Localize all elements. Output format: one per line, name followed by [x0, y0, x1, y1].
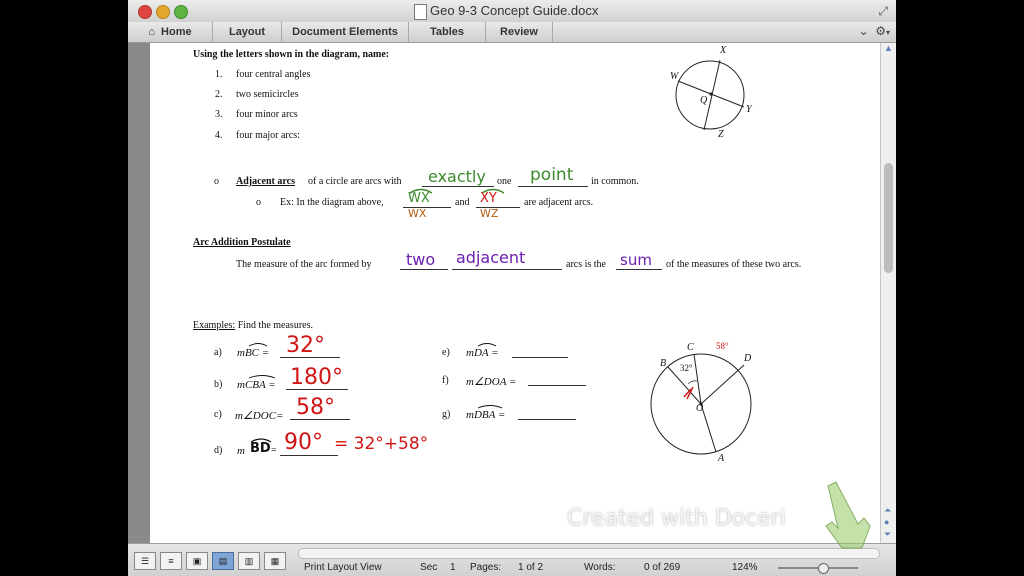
angle-mark-boc — [688, 381, 697, 384]
postulate-text-2: arcs is the — [566, 259, 606, 270]
answer-a: 32° — [286, 333, 325, 358]
example-g-expr: mDBA = — [466, 409, 506, 421]
zoom-window-button[interactable] — [174, 5, 188, 19]
answer-d: 90° — [284, 430, 323, 455]
list-num-3: 3. — [215, 109, 223, 120]
status-words-label: Words: — [584, 562, 616, 573]
answer-c: 58° — [296, 395, 335, 420]
radius-oc — [694, 354, 701, 404]
example-d-expr-end: = — [271, 445, 277, 456]
tab-tables[interactable]: Tables — [409, 22, 486, 42]
status-pages-label: Pages: — [470, 562, 502, 573]
example-b-letter: b) — [214, 379, 223, 390]
label-z: Z — [718, 129, 724, 140]
close-window-button[interactable] — [138, 5, 152, 19]
label-d: D — [744, 353, 752, 364]
vertical-scroll-thumb[interactable] — [884, 163, 893, 273]
status-bar — [128, 543, 896, 576]
list-num-2: 2. — [215, 89, 223, 100]
example-b-expr: mCBA = — [237, 379, 276, 391]
gear-dropdown-icon[interactable]: ▾ — [885, 28, 890, 37]
answer-line-f[interactable] — [528, 385, 586, 386]
label-o: O — [696, 403, 704, 414]
example-e-letter: e) — [442, 347, 450, 358]
tab-review[interactable]: Review — [486, 22, 553, 42]
status-sec-label: Sec — [420, 562, 438, 573]
doceri-watermark: Created with Doceri — [567, 506, 786, 531]
list-num-4: 4. — [215, 130, 223, 141]
adjacent-text-3: in common. — [591, 176, 639, 187]
document-page[interactable] — [150, 43, 880, 543]
example-a-expr: mBC = — [237, 347, 270, 359]
arc-symbol-da — [477, 341, 497, 347]
ribbon-options[interactable] — [858, 24, 890, 38]
example-f-letter: f) — [442, 375, 449, 386]
arc-symbol-cba — [248, 373, 276, 379]
label-y: Y — [746, 104, 752, 115]
label-angle-32: 32° — [680, 363, 693, 373]
adjacent-text-1: of a circle are arcs with — [308, 176, 402, 187]
label-q: Q — [700, 95, 708, 106]
example-text: Ex: In the diagram above, — [280, 197, 384, 208]
example-f-expr: m∠DOA = — [466, 376, 517, 388]
examples-heading-rest: Find the measures. — [235, 320, 313, 331]
focus-view-icon[interactable]: ▦ — [264, 552, 286, 570]
label-w: W — [670, 71, 679, 82]
handwritten-point: point — [530, 165, 574, 185]
blank-line-7 — [616, 269, 662, 270]
word-window — [128, 0, 896, 576]
title-bar — [128, 0, 896, 23]
examples-label: Examples: — [193, 320, 236, 331]
select-browse-object-icon[interactable]: ● — [884, 517, 890, 527]
publishing-view-icon[interactable]: ▣ — [186, 552, 208, 570]
example-d-expr: m — [237, 445, 245, 457]
tab-home-label: Home — [161, 26, 192, 38]
label-arc-58: 58° — [716, 341, 729, 351]
example-a-letter: a) — [214, 347, 222, 358]
center-q — [709, 92, 712, 95]
outline-view-icon[interactable]: ≡ — [160, 552, 182, 570]
example-e-expr: mDA = — [466, 347, 499, 359]
minimize-window-button[interactable] — [156, 5, 170, 19]
answer-line-d — [280, 455, 338, 456]
answer-line-g[interactable] — [518, 419, 576, 420]
status-view: Print Layout View — [304, 562, 382, 573]
example-c-letter: c) — [214, 409, 222, 420]
gear-icon[interactable]: ⚙ — [875, 24, 886, 38]
list-item-4: four major arcs: — [236, 130, 300, 141]
term-adjacent-arcs: Adjacent arcs — [236, 176, 295, 187]
instruction-text: Using the letters shown in the diagram, name: — [193, 49, 390, 60]
chevron-down-icon[interactable]: ⌄ — [858, 24, 869, 38]
page-down-icon[interactable]: ⏷ — [884, 529, 892, 539]
bullet-adjacent: o — [214, 176, 219, 187]
handwritten-two: two — [406, 250, 436, 269]
handwritten-arc-wx: WX — [408, 191, 430, 206]
status-pages-value: 1 of 2 — [518, 562, 544, 573]
radius-oa — [701, 404, 716, 452]
and-text: and — [455, 197, 470, 208]
handwritten-arc-xy: XY — [480, 191, 497, 206]
adjacent-text-2: one — [497, 176, 512, 187]
zoom-slider-knob[interactable] — [818, 563, 829, 574]
draft-view-icon[interactable]: ☰ — [134, 552, 156, 570]
example-end-text: are adjacent arcs. — [524, 197, 594, 208]
label-b: B — [660, 358, 667, 369]
handwritten-arc-wx-below: WX — [408, 207, 427, 220]
example-g-letter: g) — [442, 409, 451, 420]
postulate-heading: Arc Addition Postulate — [193, 237, 291, 248]
example-c-expr: m∠DOC= — [235, 410, 284, 422]
print-layout-view-icon[interactable]: ▤ — [212, 552, 234, 570]
handwritten-arc-wz-below: WZ — [480, 207, 499, 220]
status-zoom: 124% — [732, 562, 758, 573]
label-x: X — [720, 45, 727, 56]
label-a: A — [718, 453, 725, 464]
home-icon: ⌂ — [148, 26, 156, 38]
circle-diagram-q — [660, 51, 760, 143]
vertical-scrollbar[interactable] — [880, 43, 896, 543]
sub-bullet-ex: o — [256, 197, 261, 208]
tab-document-elements[interactable]: Document Elements — [282, 22, 409, 42]
answer-d-work: = 32°+58° — [334, 434, 429, 454]
radius-od — [701, 365, 744, 404]
handwritten-sum: sum — [620, 251, 652, 269]
list-num-1: 1. — [215, 69, 223, 80]
tab-home[interactable] — [128, 22, 213, 42]
list-item-2: two semicircles — [236, 89, 299, 100]
examples-heading — [193, 320, 313, 331]
blank-line-2 — [518, 186, 588, 187]
tab-layout[interactable]: Layout — [213, 22, 282, 42]
window-title: Geo 9-3 Concept Guide.docx — [430, 3, 599, 18]
page-up-icon[interactable]: ⏶ — [884, 505, 892, 515]
answer-b: 180° — [290, 365, 343, 390]
blank-line-6 — [452, 269, 562, 270]
status-sec-value: 1 — [450, 562, 456, 573]
handwritten-exactly: exactly — [428, 167, 486, 186]
answer-line-e[interactable] — [512, 357, 568, 358]
fullscreen-icon[interactable]: ⤢ — [878, 4, 888, 18]
document-icon — [414, 4, 427, 20]
arc-symbol-bc — [248, 341, 268, 347]
list-item-3: four minor arcs — [236, 109, 298, 120]
document-canvas — [128, 43, 880, 543]
ribbon-tabs — [128, 22, 896, 43]
arc-symbol-dba — [477, 403, 503, 409]
postulate-text-3: of the measures of these two arcs. — [666, 259, 802, 270]
status-words-value: 0 of 269 — [644, 562, 681, 573]
scroll-top-arrow-icon[interactable]: ▲ — [884, 43, 893, 53]
doceri-hand-icon — [818, 478, 874, 552]
horizontal-scrollbar[interactable] — [298, 548, 880, 559]
blank-line-5 — [400, 269, 448, 270]
list-item-1: four central angles — [236, 69, 311, 80]
handwritten-adjacent: adjacent — [456, 248, 526, 267]
notebook-view-icon[interactable]: ▥ — [238, 552, 260, 570]
label-c: C — [687, 342, 694, 353]
example-d-letter: d) — [214, 445, 223, 456]
postulate-text-1: The measure of the arc formed by — [236, 259, 372, 270]
handwritten-arc-bd: BD — [250, 441, 271, 456]
